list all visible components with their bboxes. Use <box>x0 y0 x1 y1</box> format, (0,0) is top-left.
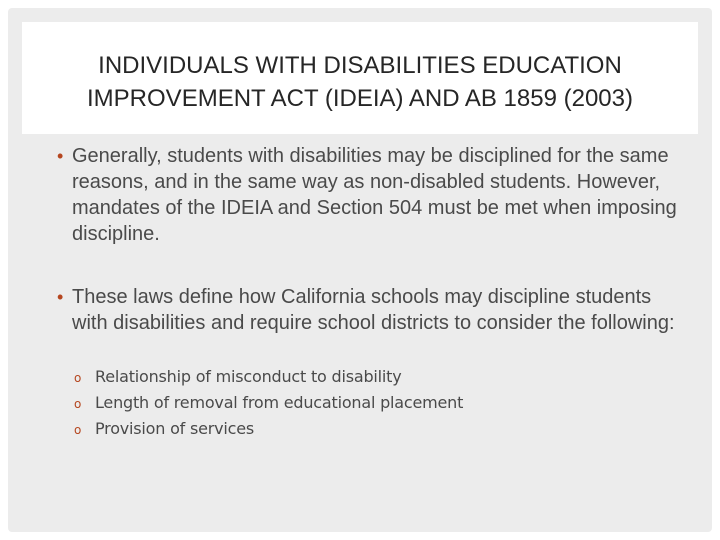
title-line-1: INDIVIDUALS WITH DISABILITIES EDUCATION <box>98 52 622 79</box>
bullet-icon: • <box>57 146 64 166</box>
bullet-text-1: Generally, students with disabilities may be disciplined for the same reasons, and in the same way as non-disabled students. However, mandates of the IDEIA and Section 504 must be met when imposing discipline. <box>72 145 677 245</box>
sub-item-text-3: Provision of services <box>95 419 255 438</box>
circle-bullet-icon: o <box>74 423 82 437</box>
title-line-2: IMPROVEMENT ACT (IDEIA) AND AB 1859 (2003) <box>87 85 633 112</box>
bullet-item-2 <box>57 284 687 336</box>
bullet-icon: • <box>57 287 64 307</box>
sub-item-text-2: Length of removal from educational placement <box>95 393 464 412</box>
bullet-text-2: These laws define how California schools may discipline students with disabilities and require school districts to consider the following: <box>72 286 675 334</box>
circle-bullet-icon: o <box>74 371 82 385</box>
sub-item-2 <box>74 390 674 416</box>
slide <box>8 8 712 532</box>
sub-item-3 <box>74 416 674 442</box>
circle-bullet-icon: o <box>74 397 82 411</box>
slide-content <box>8 8 712 532</box>
sub-item-1 <box>74 364 674 390</box>
bullet-item-1 <box>57 143 687 247</box>
sub-item-text-1: Relationship of misconduct to disability <box>95 367 402 386</box>
